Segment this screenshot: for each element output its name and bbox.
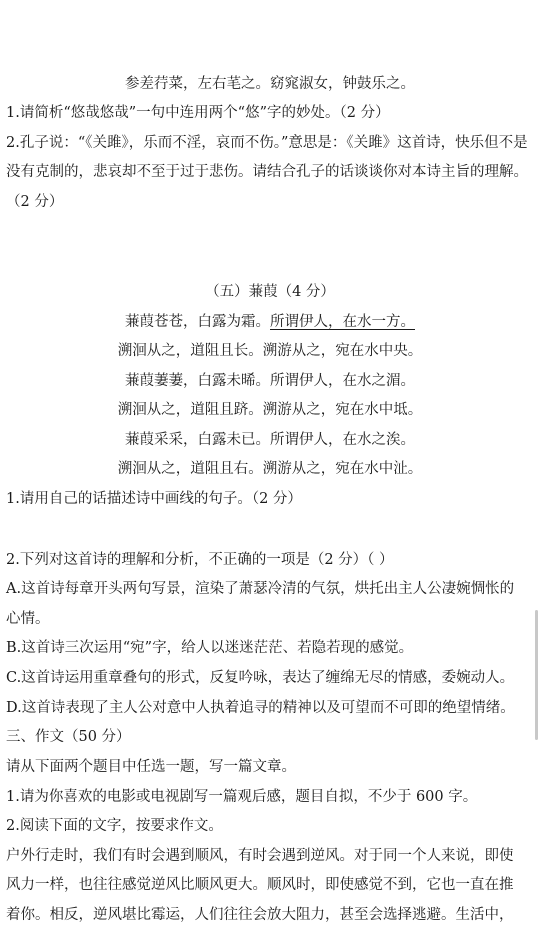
question-1: 1.请简析“悠哉悠哉”一句中连用两个“悠”字的妙处。（2 分）	[6, 105, 390, 121]
poem-line-6: 溯洄从之，道阻且右。溯游从之，宛在水中沚。	[117, 461, 423, 477]
essay-text-line-2: 风力一样，也往往感觉逆风比顺风更大。顺风时，即使感觉不到，它也一直在推	[6, 877, 514, 893]
essay-text-line-1: 户外行走时，我们有时会遇到顺风，有时会遇到逆风。对于同一个人来说，即使	[6, 848, 514, 864]
poem-line-2: 溯洄从之，道阻且长。溯游从之，宛在水中央。	[117, 343, 423, 359]
section-3-title: 三、作文（50 分）	[6, 729, 131, 745]
question-2-line-3: （2 分）	[6, 194, 64, 210]
poem-question-1: 1.请用自己的话描述诗中画线的句子。（2 分）	[6, 491, 302, 507]
essay-text-line-3: 着你。相反，逆风堪比霉运，人们往往会放大阻力，甚至会选择逃避。生活中，	[6, 907, 514, 923]
poem-line-4: 溯洄从之，道阻且跻。溯游从之，宛在水中坻。	[117, 402, 423, 418]
question-2-line-2: 没有克制的，悲哀却不至于过于悲伤。请结合孔子的话谈谈你对本诗主旨的理解。	[6, 164, 528, 180]
poem1-last-line: 参差荇菜，左右芼之。窈窕淑女，钟鼓乐之。	[125, 76, 415, 92]
option-c: C.这首诗运用重章叠句的形式，反复吟咏，表达了缠绵无尽的情感，委婉动人。	[6, 670, 515, 686]
poem-line-5: 蒹葭采采，白露未已。所谓伊人，在水之涘。	[125, 432, 415, 448]
essay-topic-2: 2.阅读下面的文字，按要求作文。	[6, 818, 223, 834]
option-a-line-2: 心情。	[6, 611, 50, 627]
poem-question-2: 2.下列对这首诗的理解和分析，不正确的一项是（2 分）（ ）	[6, 552, 394, 568]
option-d: D.这首诗表现了主人公对意中人执着追寻的精神以及可望而不可即的绝望情绪。	[6, 700, 515, 716]
option-b: B.这首诗三次运用“宛”字，给人以迷迷茫茫、若隐若现的感觉。	[6, 640, 414, 656]
poem-line-1-a: 蒹葭苍苍，白露为霜。	[125, 314, 270, 330]
poem-line-1-underlined: 所谓伊人，在水一方。	[270, 314, 415, 330]
poem-line-1	[0, 312, 540, 332]
option-a-line-1: A.这首诗每章开头两句写景，渲染了萧瑟冷清的气氛，烘托出主人公凄婉惆怅的	[6, 581, 515, 597]
essay-topic-1: 1.请为你喜欢的电影或电视剧写一篇观后感，题目自拟，不少于 600 字。	[6, 789, 478, 805]
essay-intro: 请从下面两个题目中任选一题，写一篇文章。	[6, 759, 296, 775]
poem-line-3: 蒹葭萋萋，白露未晞。所谓伊人，在水之湄。	[125, 373, 415, 389]
scrollbar[interactable]	[535, 610, 538, 740]
section-5-title: （五）蒹葭（4 分）	[205, 284, 335, 300]
question-2-line-1: 2.孔子说：“《关雎》，乐而不淫，哀而不伤。”意思是：《关雎》这首诗，快乐但不是	[6, 135, 528, 151]
